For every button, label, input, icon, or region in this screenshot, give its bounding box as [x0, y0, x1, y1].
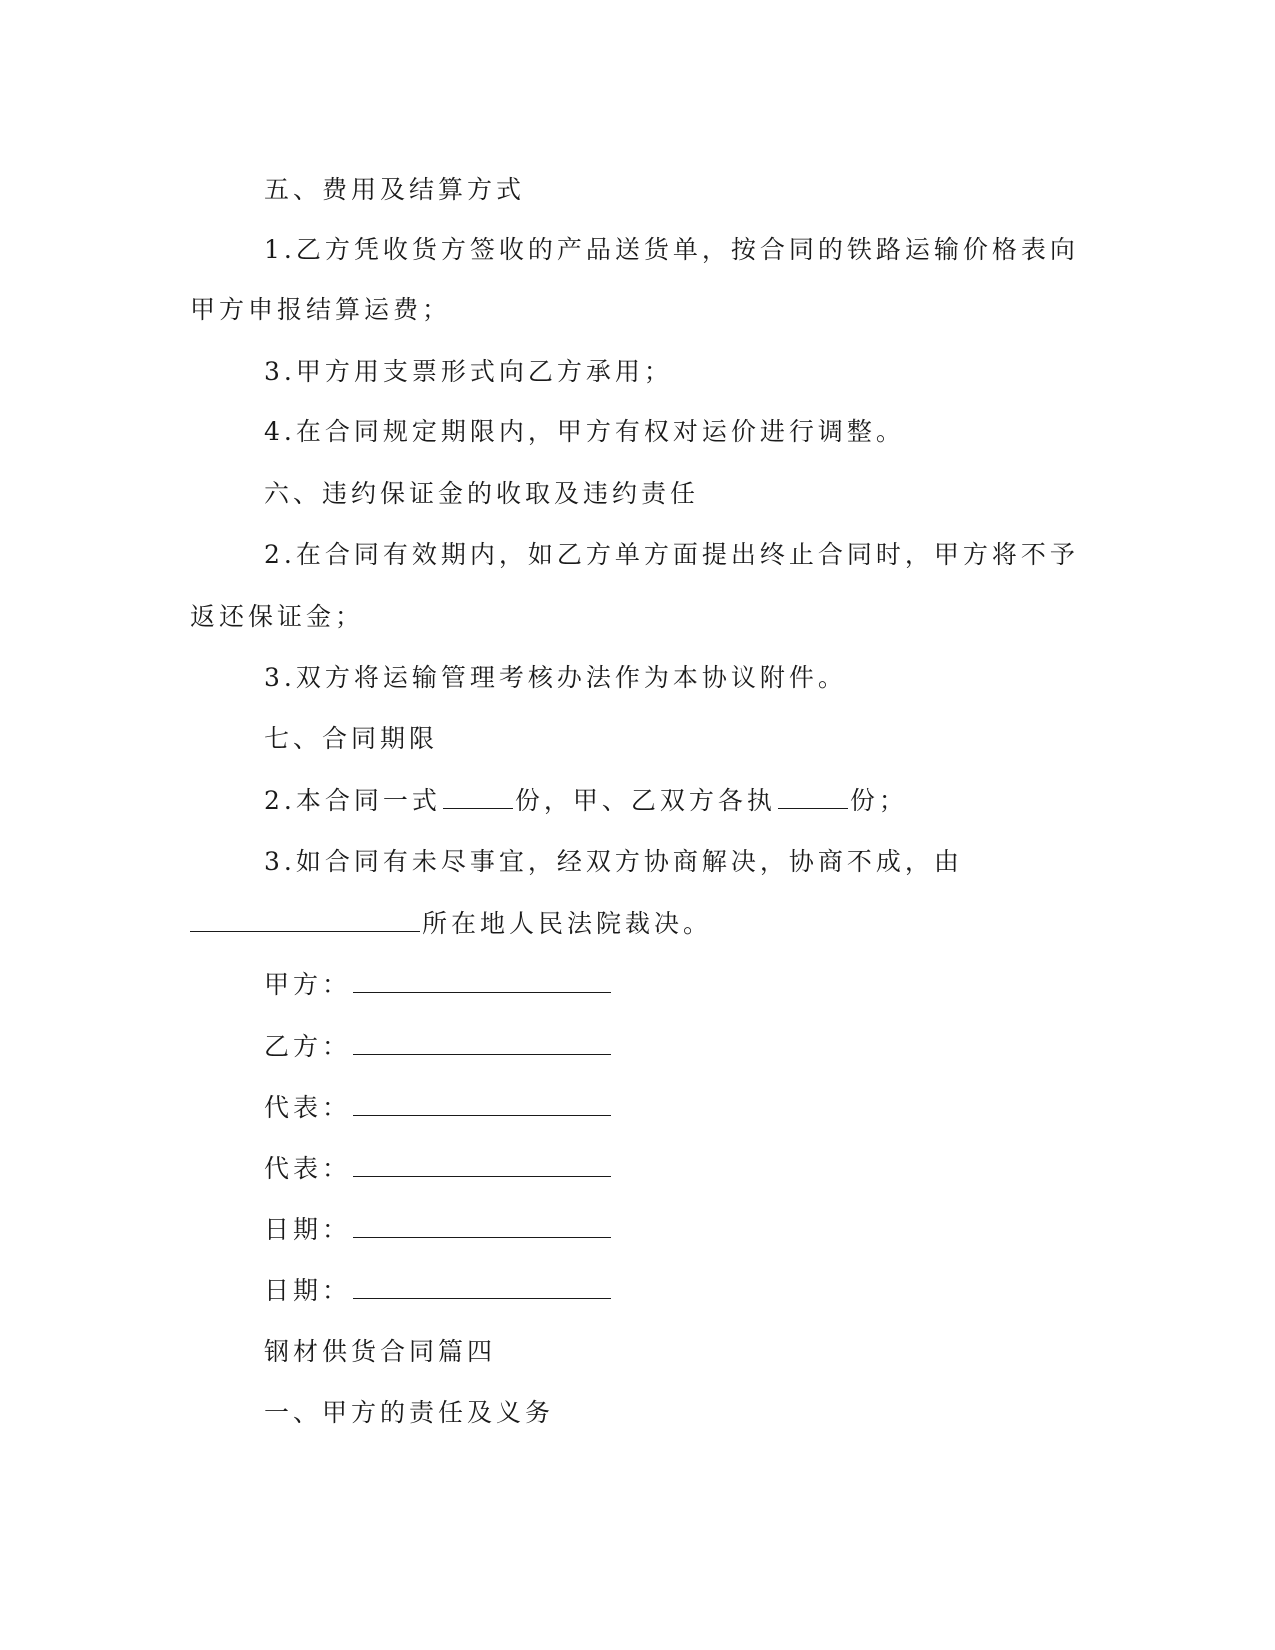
section-five-item-1-line-2: 甲方申报结算运费； — [190, 295, 452, 324]
copies-each-blank — [778, 782, 848, 809]
next-section-title: 钢材供货合同篇四 — [264, 1337, 497, 1366]
signature-date-a — [0, 1211, 1275, 1248]
section-five-heading: 五、费用及结算方式 — [264, 175, 526, 204]
signature-party-b-blank — [353, 1028, 611, 1055]
copies-text-pre: 2.本合同一式 — [264, 786, 441, 815]
signature-party-b — [0, 1028, 1275, 1065]
section-seven-item-3-line-1: 3.如合同有未尽事宜，经双方协商解决，协商不成，由 — [264, 847, 963, 876]
signature-rep-b-blank — [353, 1150, 611, 1177]
signature-rep-b-label: 代表： — [264, 1154, 352, 1183]
signature-party-a-label: 甲方： — [264, 970, 352, 999]
section-five-item-3: 3.甲方用支票形式向乙方承用； — [264, 357, 673, 386]
signature-party-a — [0, 966, 1275, 1003]
signature-date-b-label: 日期： — [264, 1276, 352, 1305]
section-seven-item-3-line-2 — [0, 905, 1275, 942]
signature-date-a-label: 日期： — [264, 1215, 352, 1244]
section-seven-heading: 七、合同期限 — [264, 724, 439, 753]
next-section-first-heading: 一、甲方的责任及义务 — [264, 1398, 555, 1427]
signature-rep-a-blank — [353, 1089, 611, 1116]
signature-rep-a-label: 代表： — [264, 1093, 352, 1122]
section-seven-item-2 — [0, 782, 1275, 819]
signature-rep-a — [0, 1089, 1275, 1126]
signature-date-a-blank — [353, 1211, 611, 1238]
copies-text-post: 份； — [849, 786, 908, 815]
section-five-item-1-line-1: 1.乙方凭收货方签收的产品送货单，按合同的铁路运输价格表向 — [264, 235, 1079, 264]
section-five-item-4: 4.在合同规定期限内，甲方有权对运价进行调整。 — [264, 417, 905, 446]
signature-party-a-blank — [353, 966, 611, 993]
section-six-item-3: 3.双方将运输管理考核办法作为本协议附件。 — [264, 663, 847, 692]
section-six-heading: 六、违约保证金的收取及违约责任 — [264, 479, 700, 508]
signature-rep-b — [0, 1150, 1275, 1187]
signature-date-b-blank — [353, 1272, 611, 1299]
section-six-item-2-line-2: 返还保证金； — [190, 602, 365, 631]
copies-total-blank — [443, 782, 513, 809]
copies-text-mid: 份，甲、乙双方各执 — [514, 786, 776, 815]
signature-date-b — [0, 1272, 1275, 1309]
section-six-item-2-line-1: 2.在合同有效期内，如乙方单方面提出终止合同时，甲方将不予 — [264, 540, 1079, 569]
court-text: 所在地人民法院裁决。 — [422, 909, 713, 938]
signature-party-b-label: 乙方： — [264, 1032, 352, 1061]
court-location-blank — [190, 905, 420, 932]
